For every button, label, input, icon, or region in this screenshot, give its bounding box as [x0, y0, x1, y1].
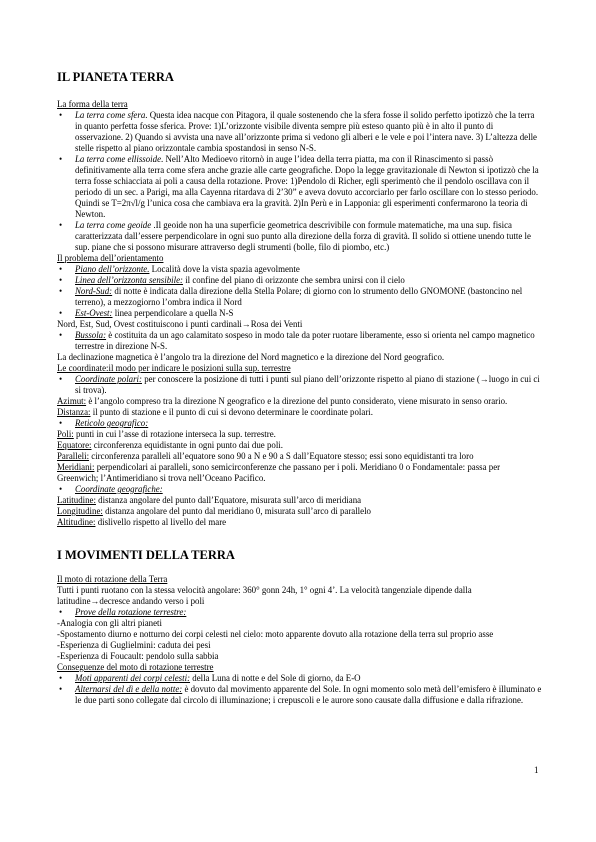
azimut-line	[57, 396, 542, 407]
term: Altitudine:	[57, 517, 96, 527]
item-term: Moti apparenti dei corpi celesti:	[75, 673, 191, 683]
declinazione-text: La declinazione magnetica è l’angolo tra la direzione del Nord magnetico e la direzione del Nord geografico.	[57, 352, 445, 362]
section-heading-orientamento: Il problema dell’orientamento	[57, 253, 164, 263]
item-term: Coordinate geografiche:	[75, 484, 163, 494]
list-item	[57, 220, 542, 253]
reticolo-list	[57, 418, 542, 429]
item-term: La terra come ellissoide	[75, 154, 162, 164]
definition: il punto di stazione e il punto di cui si devono determinare le coordinate polari.	[90, 407, 373, 417]
item-term: La terra come geoide	[75, 220, 152, 230]
item-text: . Questa idea nacque con Pitagora, il quale sostenendo che la sfera fosse il solido perfetto ipotizzò che la terra in quanto perfetta fosse sferica. Prove: 1)L’orizzonte visibile diventa sempre più esteso quanto più è in alto il punto di osservazione. 2) Quando si avvista una nave all’orizzonte prima si vedono gli alberi e le vele e poi l’intera nave. 3) L’altezza delle stelle rispetto al piano orizzontale cambia spostandosi in senso N-S.	[75, 110, 537, 153]
item-text: è costituita da un ago calamitato sospeso in modo tale da poter ruotare liberamente, esso si orienta nel campo magnetico terrestre in direzione N-S.	[75, 330, 535, 351]
longitudine-line	[57, 506, 542, 517]
punti-cardinali-text: Nord, Est, Sud, Ovest costituiscono i punti cardinali→Rosa dei Venti	[57, 319, 303, 329]
term: Poli:	[57, 429, 74, 439]
prove-line: -Esperienza di Foucault: pendolo sulla sabbia	[57, 651, 219, 661]
term: Distanza:	[57, 407, 91, 417]
coordinate-polari-list	[57, 374, 542, 396]
item-text: della Luna di notte e del Sole di giorno, da E-O	[190, 673, 361, 683]
list-item	[57, 418, 542, 429]
prove-list	[57, 607, 542, 618]
item-term: Alternarsi del dì e della notte:	[75, 684, 183, 694]
list-item	[57, 308, 542, 319]
list-item	[57, 673, 542, 684]
list-item	[57, 286, 542, 308]
definition: perpendicolari ai paralleli, sono semicirconferenze che passano per i poli. Meridiano 0 o Fondamentale: passa per Greenwich; l’Antimeridiano si trova nell’Oceano Pacifico.	[57, 462, 501, 483]
section-title-movimenti: I MOVIMENTI DELLA TERRA	[57, 548, 235, 562]
term: Azimut:	[57, 396, 87, 406]
prove-line: -Spostamento diurno e notturno dei corpi celesti nel cielo: moto apparente dovuto alla rotazione della terra sul proprio asse	[57, 629, 494, 639]
term: Latitudine:	[57, 495, 96, 505]
list-item	[57, 330, 542, 352]
item-term: Nord-Sud:	[75, 286, 113, 296]
item-text: Località dove la vista spazia agevolmente	[149, 264, 300, 274]
item-term: La terra come sfera	[75, 110, 146, 120]
item-term: Piano dell’orizzonte.	[75, 264, 150, 274]
term: Paralleli:	[57, 451, 90, 461]
list-item	[57, 154, 542, 220]
list-item	[57, 110, 542, 154]
term: Meridiani:	[57, 462, 95, 472]
definition: circonferenza paralleli all’equatore sono 90 a N e 90 a S dall’Equatore stesso; essi sono equidistanti tra loro	[89, 451, 474, 461]
coordinate-geografiche-list	[57, 484, 542, 495]
list-item	[57, 374, 542, 396]
definition: punti in cui l’asse di rotazione interseca la sup. terrestre.	[73, 429, 276, 439]
prove-line: -Esperienza di Guglielmini: caduta dei pesi	[57, 640, 211, 650]
bussola-list	[57, 330, 542, 352]
section-heading-conseguenze: Conseguenze del moto di rotazione terrestre	[57, 662, 214, 672]
term: Equatore:	[57, 440, 92, 450]
list-item	[57, 275, 542, 286]
paralleli-line	[57, 451, 542, 462]
latitudine-line	[57, 495, 542, 506]
item-text: è dovuto dal movimento apparente del Sole. In ogni momento solo metà dell’emisfero è illuminato e le due parti sono collegate dal circolo di illuminazione; i crepuscoli e le aurore sono causate dalla diffusione e dalla rifrazione.	[75, 684, 542, 705]
rotazione-intro: Tutti i punti ruotano con la stessa velocità angolare: 360° gonn 24h, 1° ogni 4’. La velocità tangenziale dipende dalla latitudine→decresce andando verso i poli	[57, 585, 472, 606]
definition: distanza angolare del punto dall’Equatore, misurata sull’arco di meridiana	[95, 495, 362, 505]
definition: circonferenza equidistante in ogni punto dai due poli.	[91, 440, 283, 450]
equatore-line	[57, 440, 542, 451]
list-item	[57, 684, 542, 706]
item-term: Coordinate polari:	[75, 374, 142, 384]
document-page	[57, 62, 542, 706]
definition: dislivello rispetto al livello del mare	[95, 517, 227, 527]
conseguenze-list	[57, 673, 542, 706]
definition: distanza angolare del punto dal meridiano 0, misurata sull’arco di parallelo	[102, 506, 371, 516]
item-term: Bussola:	[75, 330, 107, 340]
item-term: Est-Ovest:	[75, 308, 113, 318]
distanza-line	[57, 407, 542, 418]
list-item	[57, 264, 542, 275]
prove-line: -Analogia con gli altri pianeti	[57, 618, 162, 628]
page-number: 1	[534, 765, 539, 775]
item-text: linea perpendicolare a quella N-S	[112, 308, 234, 318]
item-text: il confine del piano di orizzonte che sembra unirsi con il cielo	[182, 275, 405, 285]
section-heading-coordinate: Le coordinate:il modo per indicare le posizioni sulla sup. terrestre	[57, 363, 291, 373]
list-item	[57, 607, 542, 618]
item-text: di notte è indicata dalla direzione della Stella Polare; di giorno con lo strumento dello GNOMONE (bastoncino nel terreno), a mezzogiorno l’ombra indica il Nord	[75, 286, 523, 307]
forma-list	[57, 110, 542, 253]
item-term: Reticolo geografico:	[75, 418, 149, 428]
orientamento-list	[57, 264, 542, 319]
section-heading-forma: La forma della terra	[57, 99, 128, 109]
item-text: per conoscere la posizione di tutti i punti sul piano dell’orizzonte rispetto al piano di stazione (→luogo in cui ci si trova).	[75, 374, 540, 395]
item-term: Linea dell’orizzonta sensibile:	[75, 275, 183, 285]
section-heading-rotazione: Il moto di rotazione della Terra	[57, 574, 168, 584]
list-item	[57, 484, 542, 495]
term: Longitudine:	[57, 506, 103, 516]
altitudine-line	[57, 517, 542, 528]
meridiani-line	[57, 462, 542, 484]
definition: è l’angolo compreso tra la direzione N geografico e la direzione del punto considerato, viene misurato in senso orario.	[86, 396, 508, 406]
item-term: Prove della rotazione terrestre:	[75, 607, 187, 617]
item-text: . Nell’Alto Medioevo ritornò in auge l’idea della terra piatta, ma con il Rinascimento si passò definitivamente alla terra come sfera anche grazie alle carte geografiche. Dopo la legge gravitazionale di Newton si ipotizzò che la terra fosse schiacciata ai poli a causa della rotazione. Prove: 1)Pendolo di Richer, egli sperimentò che il pendolo oscillava con il periodo di un sec. a Parigi, ma alla Cayenna ritardava di 2’30” e aveva dovuto accorciarlo per farlo oscillare con lo stesso periodo. Quindi se T=2π√l/g l’unica cosa che cambiava era la gravità. 2)In Perù e in Lapponia: gli esperimenti confermarono la teoria di Newton.	[75, 154, 539, 219]
page-title: IL PIANETA TERRA	[57, 70, 174, 84]
item-text: .Il geoide non ha una superficie geometrica descrivibile con formule matematiche, ma una sup. fisica caratterizzata dall’essere perpendicolare in ogni suo punto alla direzione della forza di gravità. Il solido si ottiene unendo tutte le sup. piane che si possono misurare attraverso degli strumenti (bolle, filo di piombo, etc.)	[75, 220, 531, 252]
poli-line	[57, 429, 542, 440]
